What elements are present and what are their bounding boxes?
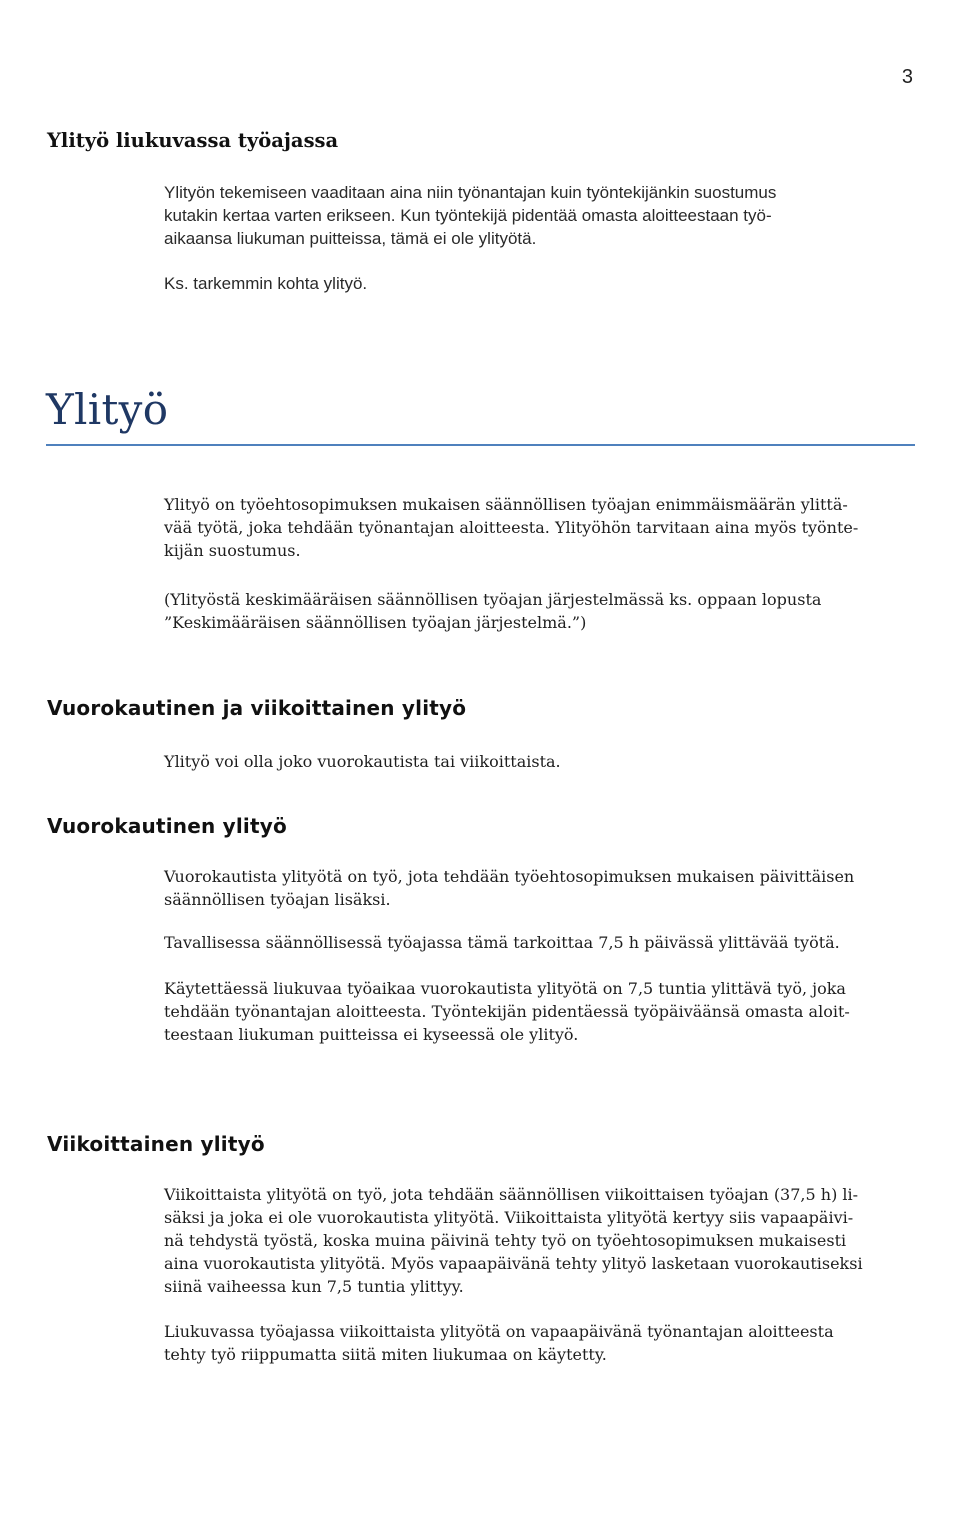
heading-ylityo-liukuvassa: Ylityö liukuvassa työajassa: [47, 129, 339, 152]
text-line: aikaansa liukuman puitteissa, tämä ei ole ylityötä.: [164, 229, 537, 248]
text-line: aina vuorokautista ylityötä. Myös vapaapäivänä tehty ylityö lasketaan vuorokautiseksi: [164, 1254, 863, 1273]
heading-viikoittainen-ylityo: Viikoittainen ylityö: [47, 1132, 265, 1156]
text-line: kutakin kertaa varten erikseen. Kun työntekijä pidentää omasta aloitteestaan työ-: [164, 206, 772, 225]
text-line: vää työtä, joka tehdään työnantajan aloitteesta. Ylityöhön tarvitaan aina myös työnte-: [164, 518, 859, 537]
text-line: tehty työ riippumatta siitä miten liukumaa on käytetty.: [164, 1345, 607, 1364]
text-line: Käytettäessä liukuvaa työaikaa vuorokautista ylityötä on 7,5 tuntia ylittävä työ, joka: [164, 979, 846, 998]
paragraph-viikoittainen-liukuva: [164, 1320, 914, 1366]
paragraph-vuorokautinen-tavallinen: Tavallisessa säännöllisessä työajassa tämä tarkoittaa 7,5 h päivässä ylittävää työtä.: [164, 933, 840, 952]
paragraph-liukuva-reference: Ks. tarkemmin kohta ylityö.: [164, 274, 368, 293]
text-line: tehdään työnantajan aloitteesta. Työntekijän pidentäessä työpäiväänsä omasta aloit-: [164, 1002, 850, 1021]
page-number: 3: [901, 66, 913, 88]
paragraph-ylityo-definition: [164, 493, 914, 562]
text-line: Liukuvassa työajassa viikoittaista ylityötä on vapaapäivänä työnantajan aloitteesta: [164, 1322, 834, 1341]
text-line: teestaan liukuman puitteissa ei kyseessä ole ylityö.: [164, 1025, 579, 1044]
text-line: Vuorokautista ylityötä on työ, jota tehdään työehtosopimuksen mukaisen päivittäisen: [164, 867, 855, 886]
paragraph-vuorokautinen-liukuva: [164, 977, 914, 1046]
text-line: Ylityön tekemiseen vaaditaan aina niin työnantajan kuin työntekijänkin suostumus: [164, 183, 777, 202]
text-line: ”Keskimääräisen säännöllisen työajan järjestelmä.”): [164, 613, 587, 632]
title-underline-divider: [46, 444, 915, 446]
text-line: säksi ja joka ei ole vuorokautista ylityötä. Viikoittaista ylityötä kertyy siis vapaapäivi-: [164, 1208, 854, 1227]
paragraph-ylityo-note: [164, 588, 914, 634]
paragraph-vuorokautinen-definition: [164, 865, 914, 911]
section-title-ylityo: Ylityö: [46, 385, 169, 434]
text-line: säännöllisen työajan lisäksi.: [164, 890, 391, 909]
text-line: siinä vaiheessa kun 7,5 tuntia ylittyy.: [164, 1277, 464, 1296]
text-line: nä tehdystä työstä, koska muina päivinä tehty työ on työehtosopimuksen mukaisesti: [164, 1231, 847, 1250]
text-line: (Ylityöstä keskimääräisen säännöllisen työajan järjestelmässä ks. oppaan lopusta: [164, 590, 822, 609]
paragraph-ylityo-types: Ylityö voi olla joko vuorokautista tai viikoittaista.: [164, 752, 561, 771]
text-line: Viikoittaista ylityötä on työ, jota tehdään säännöllisen viikoittaisen työajan (37,5 h) li-: [164, 1185, 859, 1204]
text-line: Ylityö on työehtosopimuksen mukaisen säännöllisen työajan enimmäismäärän ylittä-: [164, 495, 848, 514]
text-line: kijän suostumus.: [164, 541, 301, 560]
heading-vuorokautinen-ja-viikoittainen: Vuorokautinen ja viikoittainen ylityö: [47, 696, 467, 720]
paragraph-liukuva-suostumus: [164, 181, 914, 250]
paragraph-viikoittainen-definition: [164, 1183, 914, 1298]
heading-vuorokautinen-ylityo: Vuorokautinen ylityö: [47, 814, 287, 838]
